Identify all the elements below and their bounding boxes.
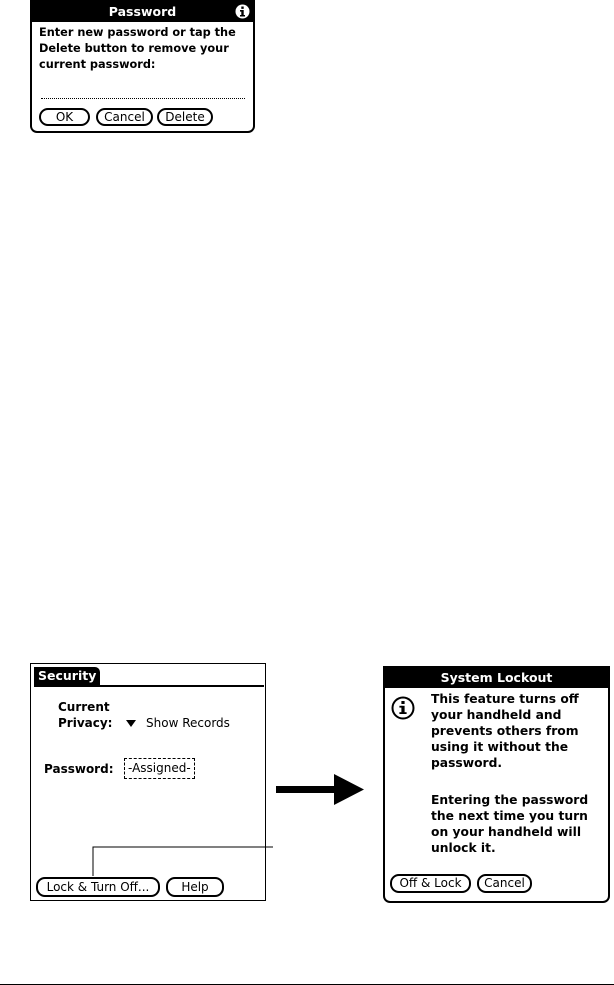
lockout-dialog-title: System Lockout bbox=[440, 670, 553, 685]
password-dialog-message: Enter new password or tap the Delete button to remove your current password: bbox=[39, 26, 236, 71]
security-title-tab: Security bbox=[34, 667, 100, 685]
help-button[interactable]: Help bbox=[166, 877, 224, 897]
password-label: Password: bbox=[44, 762, 114, 776]
lockout-dialog-titlebar bbox=[385, 668, 608, 688]
current-privacy-label-line2: Privacy: bbox=[58, 716, 113, 730]
lock-turn-off-button[interactable]: Lock & Turn Off... bbox=[36, 877, 160, 897]
current-privacy-label-line1: Current bbox=[58, 700, 110, 714]
ok-button[interactable]: OK bbox=[39, 108, 90, 126]
lockout-cancel-button[interactable]: Cancel bbox=[477, 874, 532, 893]
password-selector[interactable]: -Assigned- bbox=[124, 758, 195, 779]
system-lockout-dialog bbox=[383, 666, 610, 903]
delete-button[interactable]: Delete bbox=[157, 108, 213, 126]
cancel-button[interactable]: Cancel bbox=[96, 108, 153, 126]
password-input[interactable] bbox=[41, 93, 245, 99]
privacy-dropdown[interactable]: Show Records bbox=[146, 716, 230, 730]
dropdown-triangle-icon[interactable] bbox=[126, 720, 136, 727]
password-dialog-title: Password bbox=[108, 4, 177, 19]
lockout-description: This feature turns off your handheld and prevents others from using it without the password. bbox=[431, 692, 579, 770]
title-underline bbox=[34, 685, 264, 687]
right-arrow-icon bbox=[276, 770, 366, 810]
info-circle-icon bbox=[391, 696, 415, 720]
info-icon[interactable] bbox=[235, 4, 250, 19]
password-dialog bbox=[30, 0, 255, 133]
off-lock-button[interactable]: Off & Lock bbox=[390, 874, 471, 893]
lockout-unlock-note: Entering the password the next time you turn on your handheld will unlock it. bbox=[431, 793, 589, 855]
security-screen bbox=[30, 663, 266, 901]
password-dialog-titlebar bbox=[32, 2, 253, 22]
